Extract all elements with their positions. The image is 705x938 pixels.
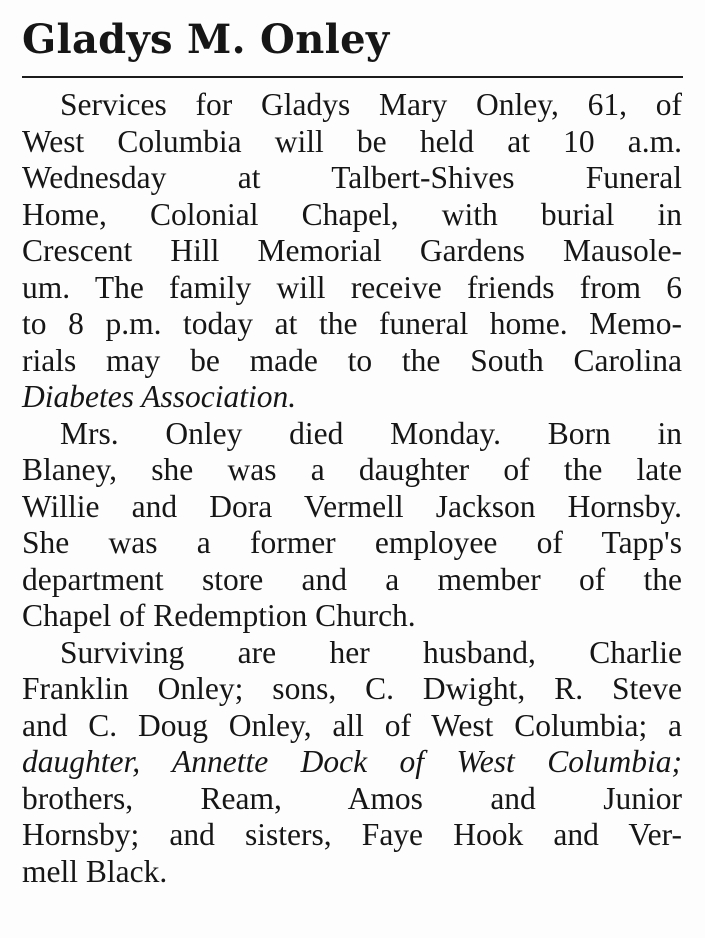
- text-line: mell Black.: [22, 853, 168, 889]
- text-line: Wednesday at Talbert-Shives Funeral: [22, 160, 682, 195]
- text-line: West Columbia will be held at 10 a.m.: [22, 123, 682, 159]
- text-line: Services for Gladys Mary Onley, 61, of: [60, 87, 682, 122]
- services-paragraph: [22, 87, 682, 416]
- text-line: She was a former employee of Tapp's: [22, 525, 682, 560]
- text-line: Surviving are her husband, Charlie: [60, 634, 682, 670]
- text-line: Blaney, she was a daughter of the late: [22, 452, 682, 487]
- text-line: Diabetes Association.: [22, 379, 297, 414]
- text-line: um. The family will receive friends from 6: [22, 269, 682, 305]
- text-line: Franklin Onley; sons, C. Dwight, R. Steve: [22, 671, 682, 706]
- text-line: brothers, Ream, Amos and Junior: [22, 780, 682, 816]
- survivors-paragraph: [22, 635, 682, 891]
- text-line: Mrs. Onley died Monday. Born in: [60, 415, 682, 451]
- text-line: Hornsby; and sisters, Faye Hook and Ver-: [22, 817, 682, 852]
- text-line: Chapel of Redemption Church.: [22, 598, 416, 633]
- text-line: rials may be made to the South Carolina: [22, 342, 682, 378]
- headline-rule: [22, 76, 683, 78]
- obituary-headline: Gladys M. Onley: [22, 16, 390, 63]
- text-line: daughter, Annette Dock of West Columbia;: [22, 744, 682, 779]
- text-line: Willie and Dora Vermell Jackson Hornsby.: [22, 488, 682, 524]
- obituary-body: [22, 87, 682, 890]
- text-line: to 8 p.m. today at the funeral home. Memo-: [22, 306, 682, 341]
- text-line: Crescent Hill Memorial Gardens Mausole-: [22, 233, 682, 268]
- text-line: Home, Colonial Chapel, with burial in: [22, 196, 682, 232]
- text-line: department store and a member of the: [22, 561, 682, 597]
- death-paragraph: [22, 416, 682, 635]
- text-line: and C. Doug Onley, all of West Columbia; a: [22, 707, 682, 743]
